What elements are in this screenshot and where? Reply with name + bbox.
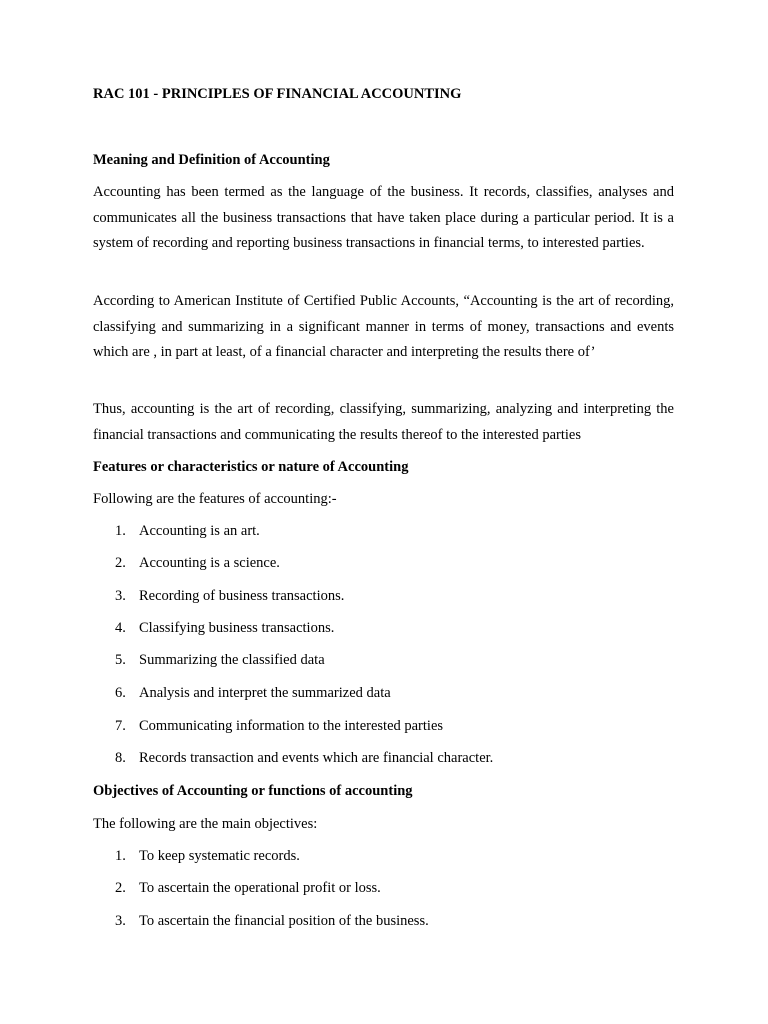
list-item-text: Recording of business transactions. <box>139 588 345 604</box>
paragraph-aicpa-quote: According to American Institute of Certified Public Accounts, “Accounting is the art of recording, classifying and summarizing in a significant manner in terms of money, transactions and events which are , in part at least, of a financial character and interpreting the results there of’ <box>93 293 674 360</box>
paragraph-summary: Thus, accounting is the art of recording, classifying, summarizing, analyzing and interpreting the financial transactions and communicating the results thereof to the interested parties <box>93 401 674 443</box>
list-item-number: 4. <box>115 620 126 636</box>
list-item-text: Communicating information to the interested parties <box>139 718 444 734</box>
paragraph-definition: Accounting has been termed as the language of the business. It records, classifies, analyses and communicates all the business transactions that have taken place during a particular period. It is a system of recording and reporting business transactions in financial terms, to interested parties. <box>93 184 674 251</box>
objectives-intro: The following are the main objectives: <box>93 816 318 832</box>
list-item-number: 1. <box>115 848 126 864</box>
section-heading-meaning: Meaning and Definition of Accounting <box>93 152 330 168</box>
list-item-text: Accounting is a science. <box>139 555 280 571</box>
list-item-number: 5. <box>115 652 126 668</box>
list-item-text: To ascertain the financial position of the business. <box>139 913 429 929</box>
list-item-number: 1. <box>115 523 126 539</box>
list-item-number: 3. <box>115 588 126 604</box>
document-title: RAC 101 - PRINCIPLES OF FINANCIAL ACCOUNTING <box>93 86 462 102</box>
list-item-text: Records transaction and events which are financial character. <box>139 750 494 766</box>
list-item-text: To keep systematic records. <box>139 848 300 864</box>
list-item-text: To ascertain the operational profit or loss. <box>139 880 381 896</box>
list-item-number: 7. <box>115 718 126 734</box>
list-item-number: 6. <box>115 685 126 701</box>
features-intro: Following are the features of accounting:- <box>93 491 337 507</box>
section-heading-objectives: Objectives of Accounting or functions of accounting <box>93 783 413 799</box>
list-item-text: Summarizing the classified data <box>139 652 325 668</box>
list-item-number: 2. <box>115 880 126 896</box>
list-item-number: 8. <box>115 750 126 766</box>
list-item-number: 2. <box>115 555 126 571</box>
section-heading-features: Features or characteristics or nature of Accounting <box>93 459 409 475</box>
list-item-text: Accounting is an art. <box>139 523 260 539</box>
list-item-text: Classifying business transactions. <box>139 620 335 636</box>
list-item-number: 3. <box>115 913 126 929</box>
list-item-text: Analysis and interpret the summarized data <box>139 685 391 701</box>
